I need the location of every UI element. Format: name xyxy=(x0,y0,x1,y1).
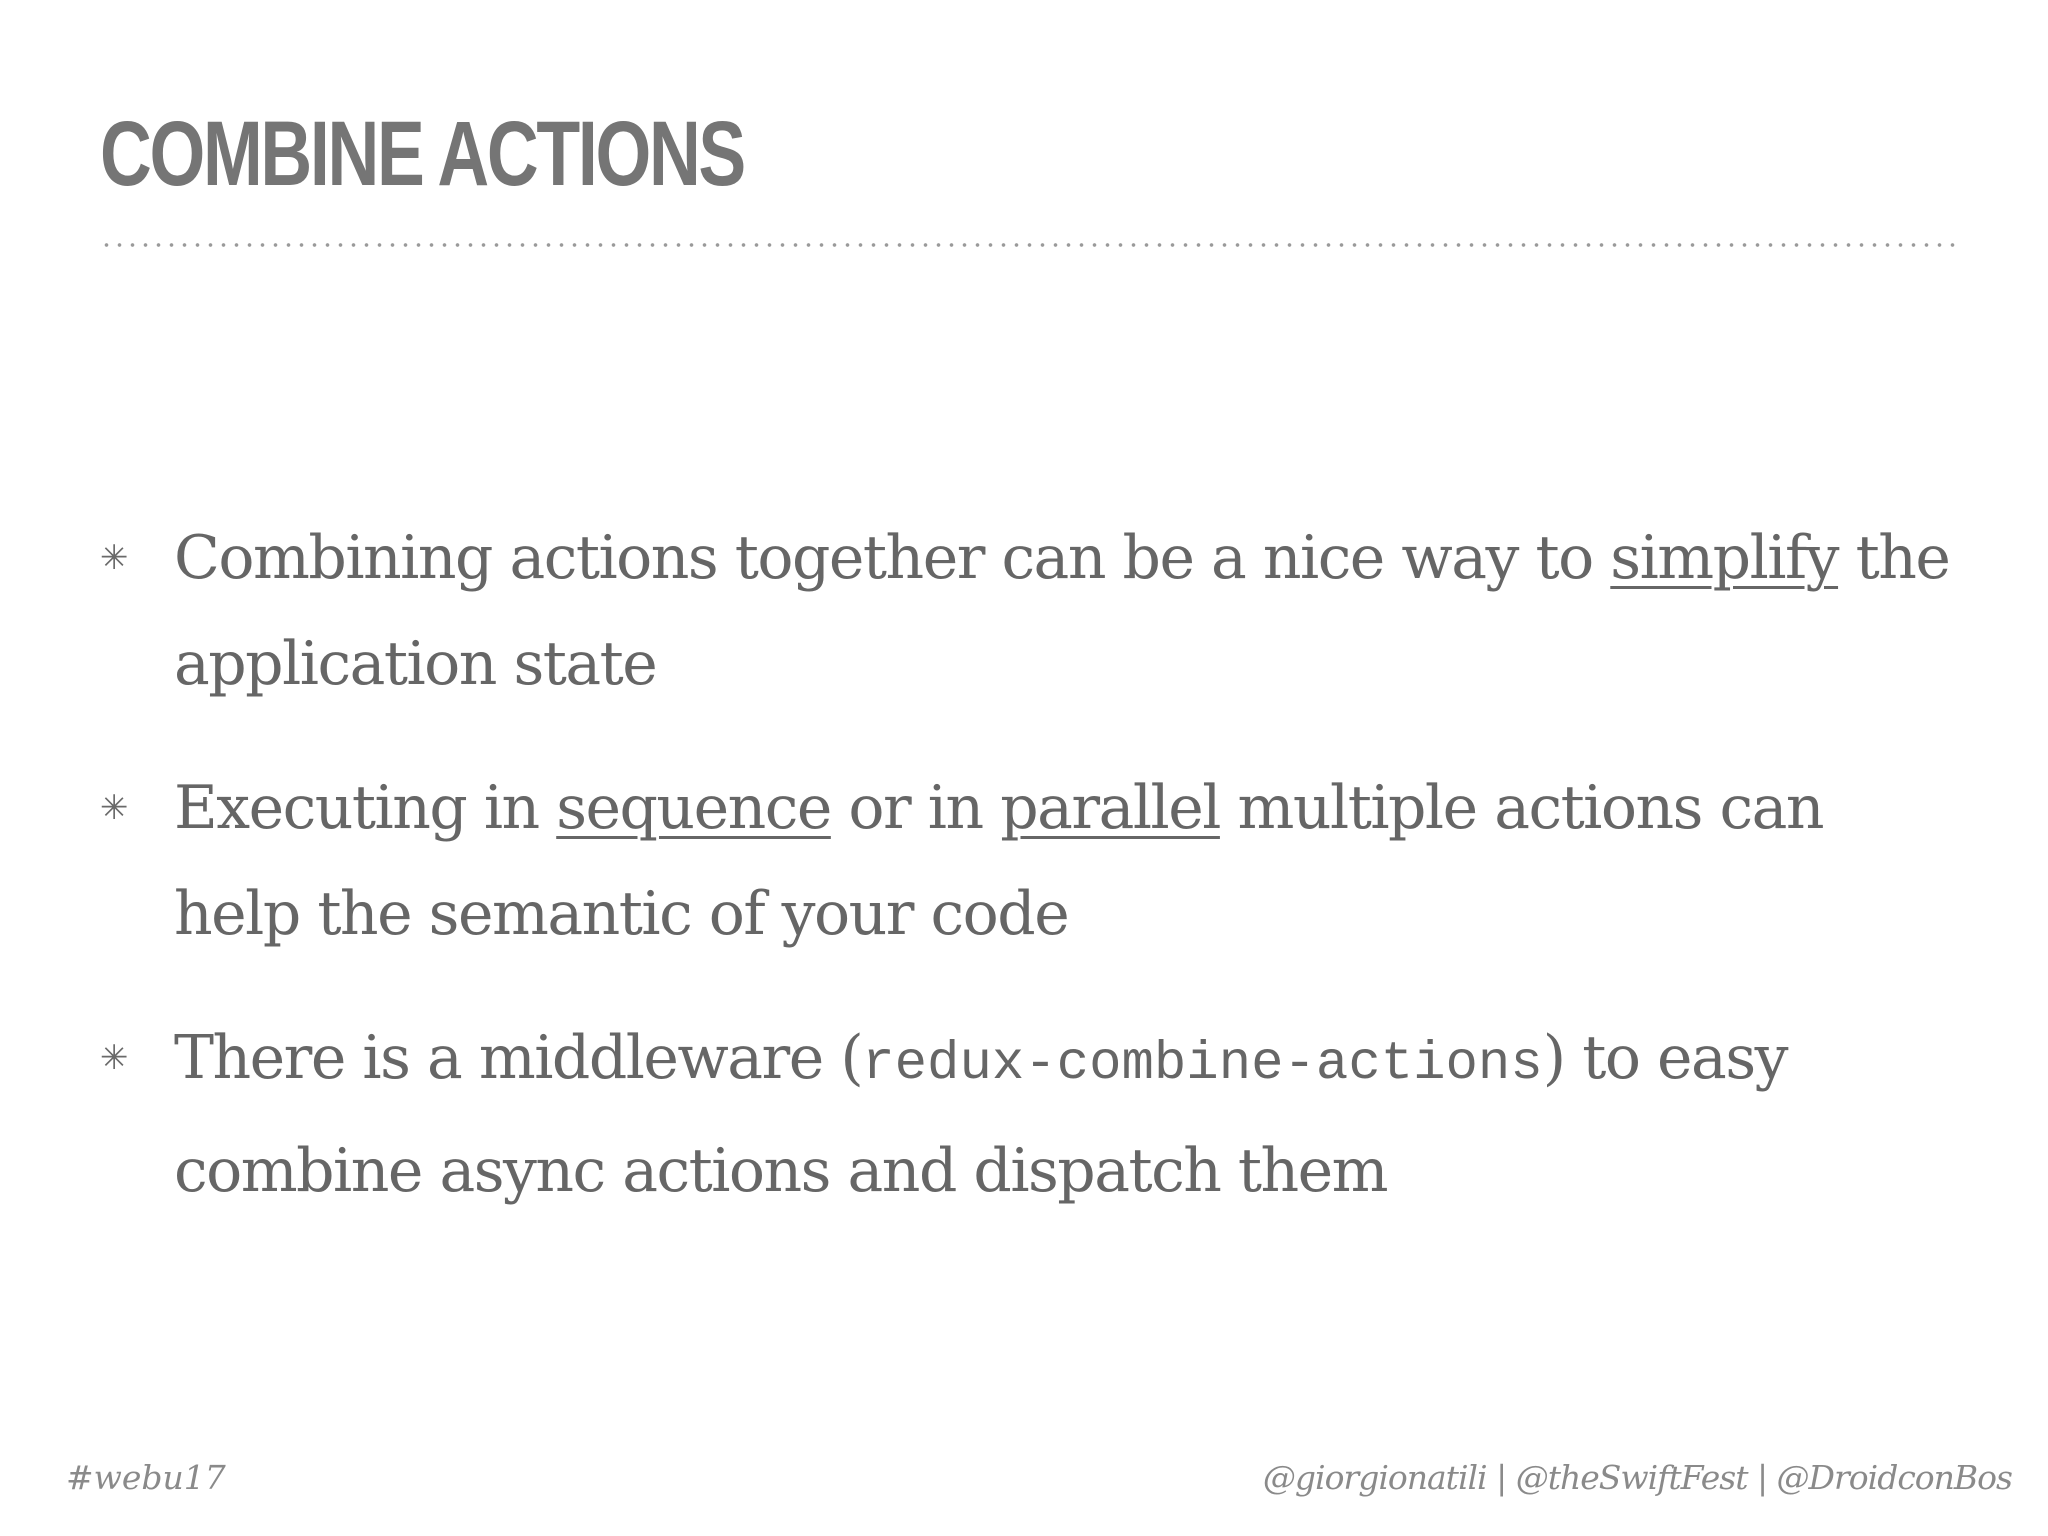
bullet-text: the application state xyxy=(174,523,1950,699)
asterisk-bullet-icon: ✳ xyxy=(100,788,127,828)
bullet-item xyxy=(100,1005,1960,1224)
bullet-text: There is a middleware ( xyxy=(174,1023,863,1093)
slide-title: COMBINE ACTIONS xyxy=(100,103,744,205)
bullet-text: or in xyxy=(830,773,1001,843)
underlined-word: parallel xyxy=(1000,773,1220,843)
underlined-word: simplify xyxy=(1610,523,1839,593)
code-snippet: redux-combine-actions xyxy=(862,1034,1543,1095)
footer-handles: @giorgionatili | @theSwiftFest | @DroidconBos xyxy=(1262,1458,2012,1497)
bullet-item xyxy=(100,505,1960,717)
footer-hashtag: #webu17 xyxy=(66,1458,226,1497)
bullet-item xyxy=(100,755,1960,967)
bullet-text: Executing in xyxy=(174,773,557,843)
underlined-word: sequence xyxy=(556,773,831,843)
bullet-text: multiple actions can help the semantic of your code xyxy=(174,773,1824,949)
bullet-list xyxy=(100,505,1960,1262)
asterisk-bullet-icon: ✳ xyxy=(100,538,127,578)
dotted-divider xyxy=(100,242,1960,248)
bullet-text: Combining actions together can be a nice way to xyxy=(174,523,1611,593)
asterisk-bullet-icon: ✳ xyxy=(100,1038,127,1078)
bullet-text: ) to easy combine async actions and dispatch them xyxy=(174,1023,1788,1206)
